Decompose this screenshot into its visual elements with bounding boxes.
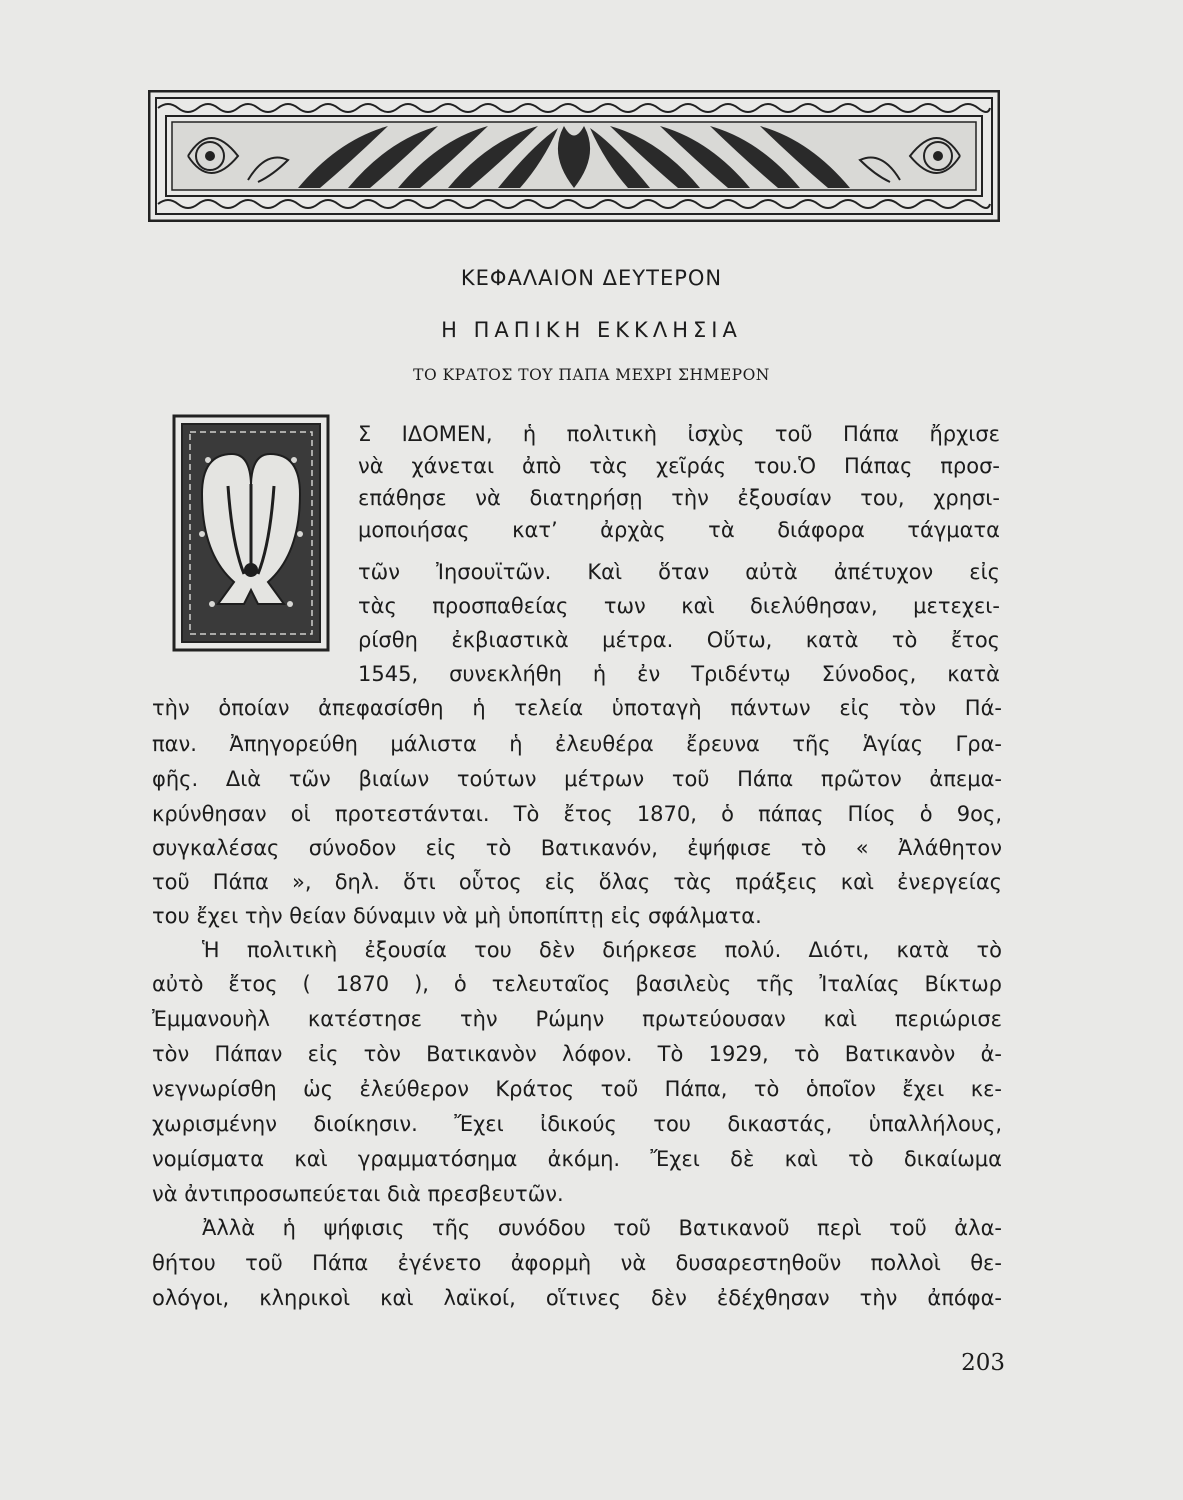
body-line: τοῦ Πάπα », δηλ. ὅτι οὗτος εἰς ὅλας τὰς πράξεις καὶ ἐνεργείας xyxy=(152,870,1002,894)
body-line: επάθησε νὰ διατηρήσῃ τὴν ἐξουσίαν του, χρησι- xyxy=(358,486,1000,510)
body-line: νεγνωρίσθη ὡς ἐλεύθερον Κράτος τοῦ Πάπα, τὸ ὁποῖον ἔχει κε- xyxy=(152,1077,1002,1101)
chapter-label: ΚΕΦΑΛΑΙΟΝ ΔΕΥΤΕΡΟΝ xyxy=(460,266,723,290)
body-line: Ἡ πολιτικὴ ἐξουσία του δὲν διήρκεσε πολύ. Διότι, κατὰ τὸ xyxy=(202,938,1002,962)
body-line: Ἀλλὰ ἡ ψήφισις τῆς συνόδου τοῦ Βατικανοῦ περὶ τοῦ ἀλα- xyxy=(202,1216,1002,1240)
body-line: 1545, συνεκλήθη ἡ ἐν Τριδέντῳ Σύνοδος, κατὰ xyxy=(358,662,1000,686)
body-line: αὐτὸ ἔτος ( 1870 ), ὁ τελευταῖος βασιλεὺς τῆς Ἰταλίας Βίκτωρ xyxy=(152,972,1002,996)
body-line: θήτου τοῦ Πάπα ἐγένετο ἀφορμὴ νὰ δυσαρεστηθοῦν πολλοὶ θε- xyxy=(152,1251,1002,1275)
page-number: 203 xyxy=(961,1350,1005,1376)
body-line: συγκαλέσας σύνοδον εἰς τὸ Βατικανόν, ἐψήφισε τὸ « Ἀλάθητον xyxy=(152,836,1002,860)
body-line: Ἐμμανουὴλ κατέστησε τὴν Ρώμην πρωτεύουσαν καὶ περιώρισε xyxy=(152,1007,1002,1031)
body-line: χωρισμένην διοίκησιν. Ἔχει ἰδικούς του δικαστάς, ὑπαλλήλους, xyxy=(152,1112,1002,1136)
dropcap-omega-illumination xyxy=(172,414,330,652)
body-line: τὸν Πάπαν εἰς τὸν Βατικανὸν λόφον. Τὸ 1929, τὸ Βατικανὸν ἀ- xyxy=(152,1042,1002,1066)
body-line: μοποιήσας κατ’ ἀρχὰς τὰ διάφορα τάγματα xyxy=(358,518,1000,542)
body-line: κρύνθησαν οἱ προτεστάνται. Τὸ ἔτος 1870, ὁ πάπας Πίος ὁ 9ος, xyxy=(152,802,1002,826)
body-line: φῆς. Διὰ τῶν βιαίων τούτων μέτρων τοῦ Πάπα πρῶτον ἀπεμα- xyxy=(152,767,1002,791)
chapter-title: Η ΠΑΠΙΚΗ ΕΚΚΛΗΣΙΑ xyxy=(441,318,742,342)
decorative-header-ornament xyxy=(148,90,1000,222)
body-line: του ἔχει τὴν θείαν δύναμιν νὰ μὴ ὑποπίπτῃ εἰς σφάλματα. xyxy=(152,904,762,928)
body-line: νομίσματα καὶ γραμματόσημα ἀκόμη. Ἔχει δὲ καὶ τὸ δικαίωμα xyxy=(152,1147,1002,1171)
body-line: ολόγοι, κληρικοὶ καὶ λαϊκοί, οἵτινες δὲν ἐδέχθησαν τὴν ἀπόφα- xyxy=(152,1286,1002,1310)
body-line: Σ ΙΔΟΜΕΝ, ἡ πολιτικὴ ἰσχὺς τοῦ Πάπα ἤρχισε xyxy=(358,422,1000,446)
body-line: τὰς προσπαθείας των καὶ διελύθησαν, μετεχει- xyxy=(358,594,1000,618)
body-line: ρίσθη ἐκβιαστικὰ μέτρα. Οὕτω, κατὰ τὸ ἔτος xyxy=(358,628,1000,652)
chapter-subtitle: ΤΟ ΚΡΑΤΟΣ ΤΟΥ ΠΑΠΑ ΜΕΧΡΙ ΣΗΜΕΡΟΝ xyxy=(413,366,770,384)
body-line: τὴν ὁποίαν ἀπεφασίσθη ἡ τελεία ὑποταγὴ πάντων εἰς τὸν Πά- xyxy=(152,696,1002,720)
body-line: παν. Ἀπηγορεύθη μάλιστα ἡ ἐλευθέρα ἔρευνα τῆς Ἁγίας Γρα- xyxy=(152,732,1002,756)
body-line: τῶν Ἰησουϊτῶν. Καὶ ὅταν αὐτὰ ἀπέτυχον εἰς xyxy=(358,560,1000,584)
body-line: νὰ ἀντιπροσωπεύεται διὰ πρεσβευτῶν. xyxy=(152,1182,564,1206)
body-line: νὰ χάνεται ἀπὸ τὰς χεῖράς του.Ὁ Πάπας προσ- xyxy=(358,454,1000,478)
